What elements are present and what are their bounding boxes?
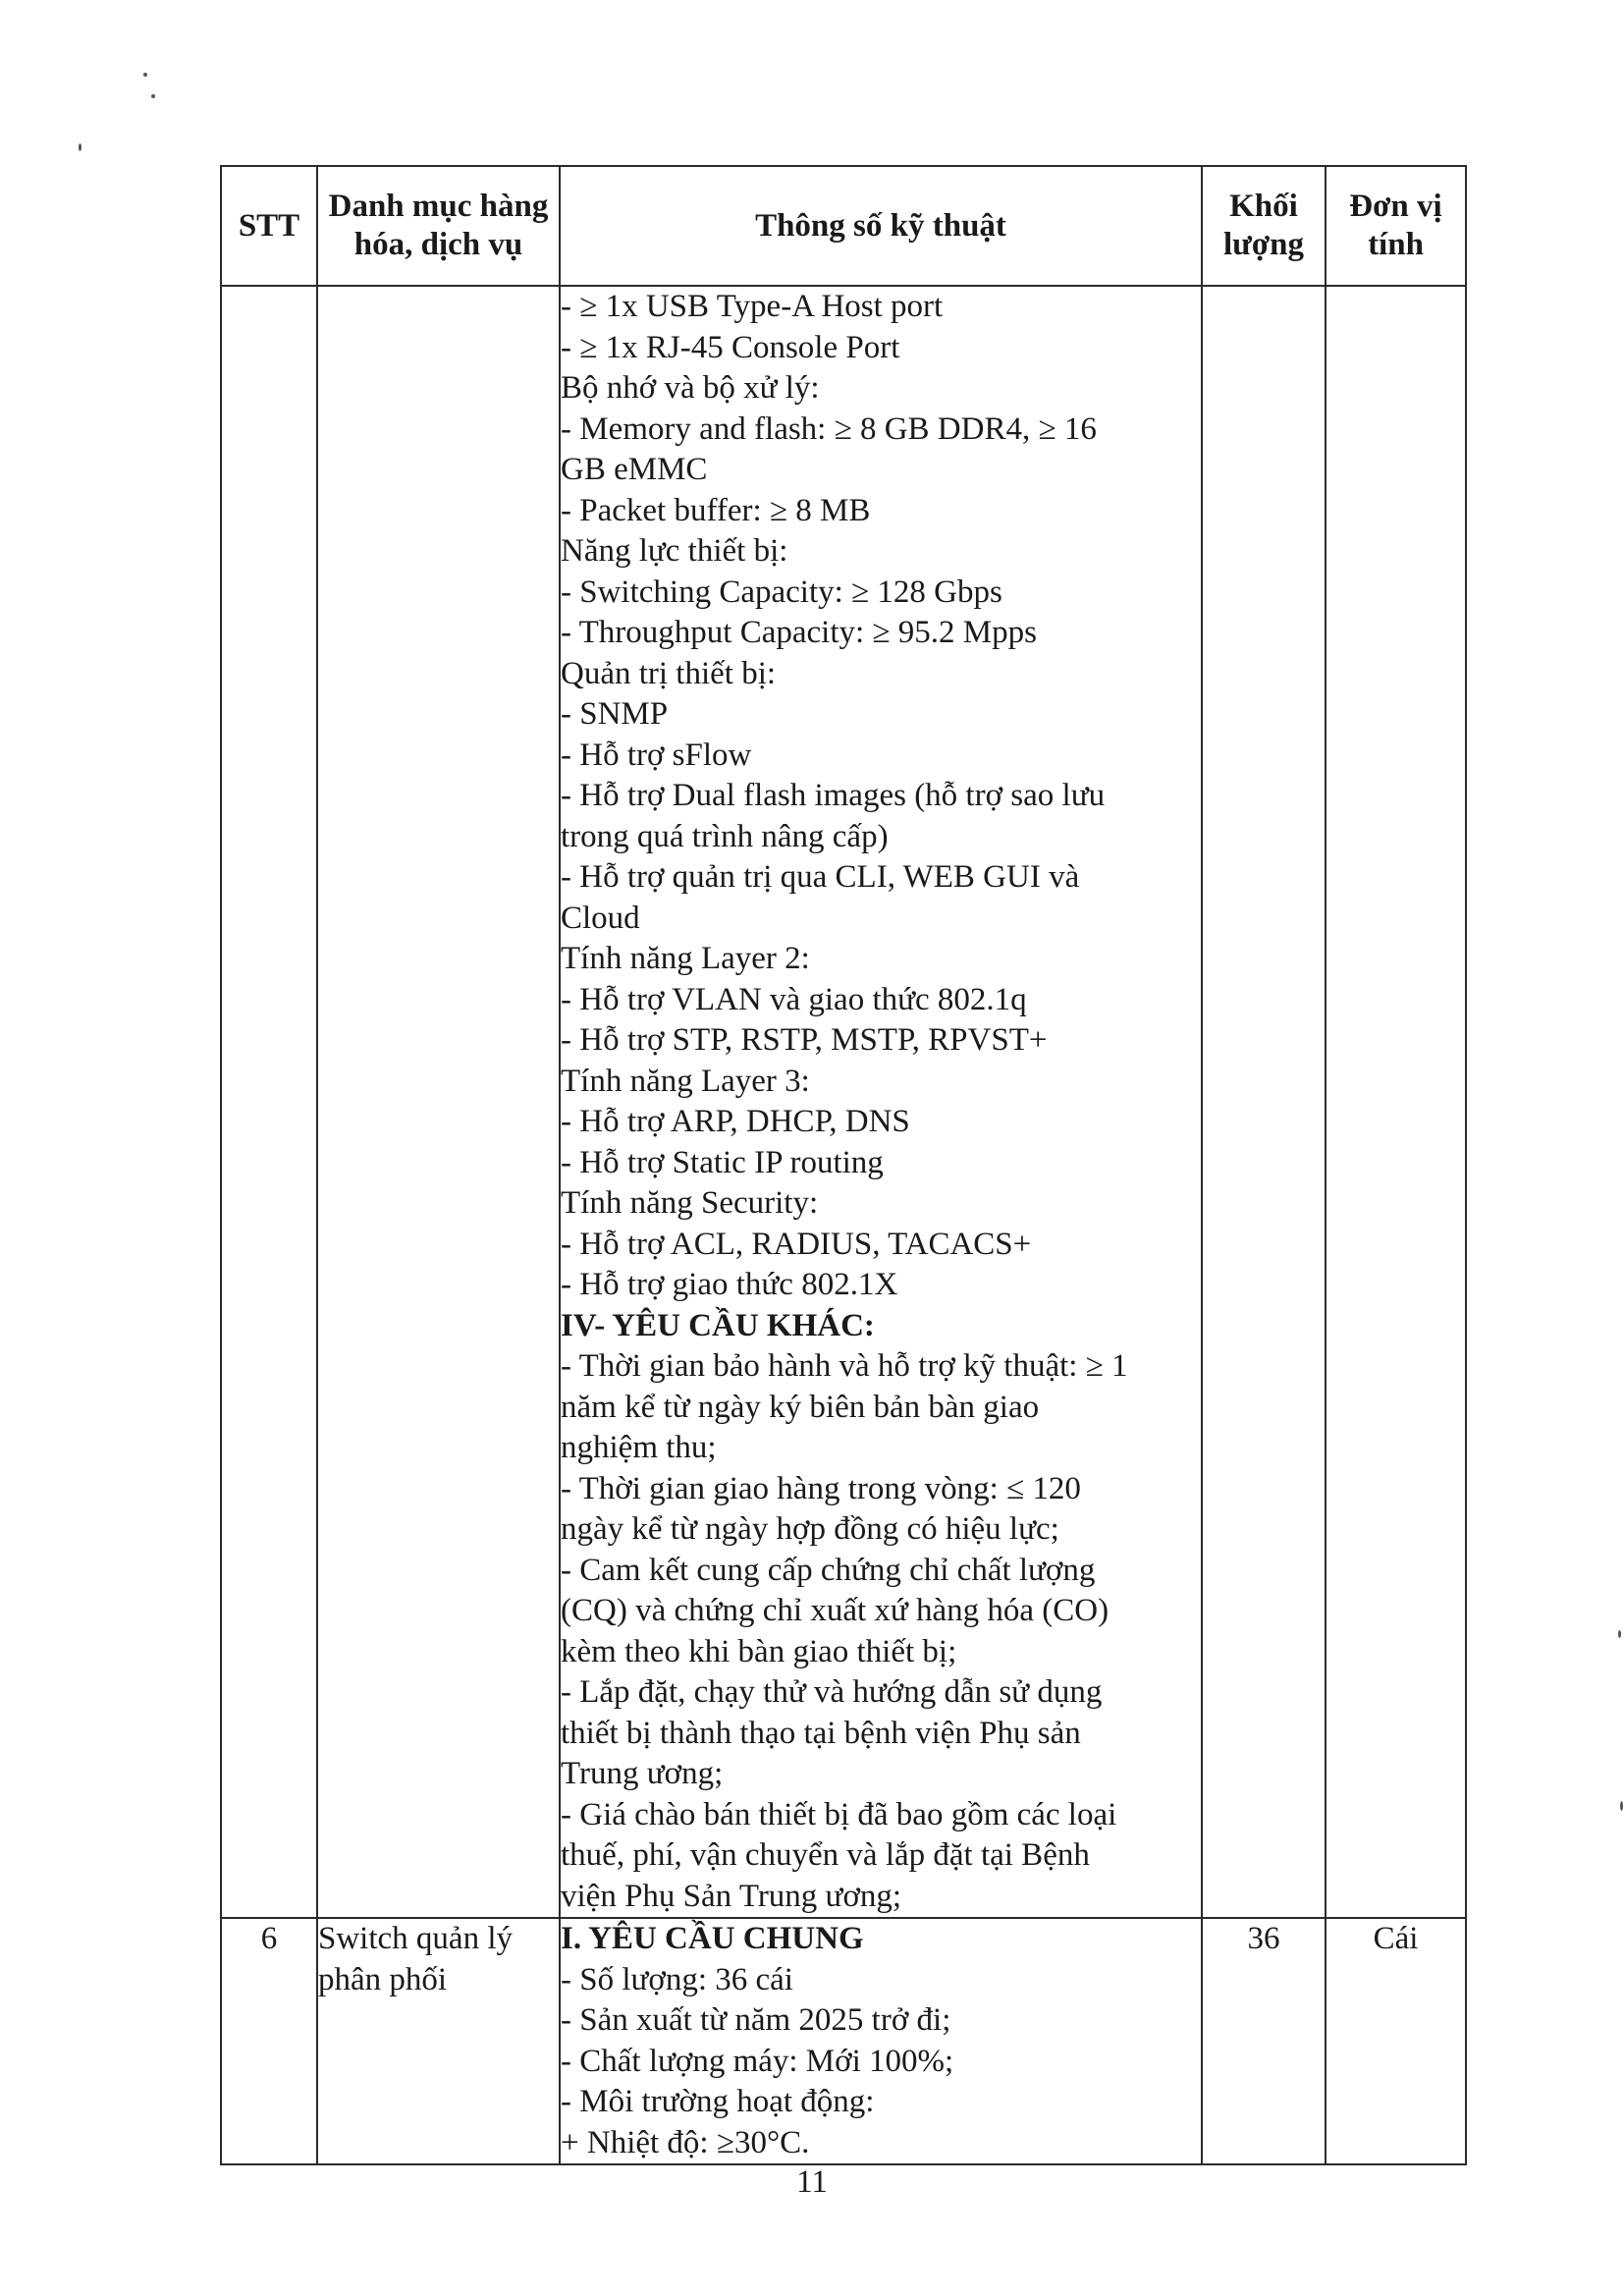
- scan-speck: [151, 94, 155, 98]
- spec-line: - Hỗ trợ quản trị qua CLI, WEB GUI và: [561, 859, 1080, 895]
- spec-line: - Lắp đặt, chạy thử và hướng dẫn sử dụng: [561, 1674, 1103, 1710]
- spec-line: - Sản xuất từ năm 2025 trở đi;: [561, 2002, 951, 2038]
- header-name: Danh mục hàng hóa, dịch vụ: [317, 166, 560, 286]
- spec-line: Tính năng Layer 3:: [561, 1063, 810, 1099]
- spec-line: thuế, phí, vận chuyển và lắp đặt tại Bệnh: [561, 1837, 1090, 1873]
- spec-line: - Số lượng: 36 cái: [561, 1961, 793, 1997]
- spec-line: - Cam kết cung cấp chứng chỉ chất lượng: [561, 1552, 1096, 1588]
- spec-line: nghiệm thu;: [561, 1430, 717, 1465]
- spec-line: - Hỗ trợ Static IP routing: [561, 1144, 884, 1180]
- spec-line: Quản trị thiết bị:: [561, 655, 777, 691]
- scan-speck: [79, 143, 81, 151]
- header-unit: Đơn vị tính: [1326, 166, 1466, 286]
- spec-line: - Hỗ trợ giao thức 802.1X: [561, 1267, 898, 1302]
- spec-line: ngày kể từ ngày hợp đồng có hiệu lực;: [561, 1511, 1059, 1547]
- spec-line: - Hỗ trợ ARP, DHCP, DNS: [561, 1104, 910, 1139]
- spec-line: I. YÊU CẦU CHUNG: [561, 1921, 864, 1956]
- cell-unit: [1326, 286, 1466, 1918]
- spec-line: - Giá chào bán thiết bị đã bao gồm các loại: [561, 1796, 1117, 1832]
- spec-line: - Packet buffer: ≥ 8 MB: [561, 492, 871, 528]
- spec-line: - Hỗ trợ sFlow: [561, 737, 752, 773]
- cell-stt: 6: [221, 1918, 317, 2164]
- spec-line: viện Phụ Sản Trung ương;: [561, 1878, 902, 1914]
- cell-stt: [221, 286, 317, 1918]
- spec-line: - Thời gian giao hàng trong vòng: ≤ 120: [561, 1470, 1081, 1506]
- scan-speck: [1620, 1801, 1623, 1811]
- spec-line: - ≥ 1x USB Type-A Host port: [561, 289, 944, 324]
- scan-speck: [143, 73, 147, 77]
- spec-line: thiết bị thành thạo tại bệnh viện Phụ sản: [561, 1715, 1081, 1751]
- cell-qty: [1202, 286, 1326, 1918]
- spec-line: - Chất lượng máy: Mới 100%;: [561, 2043, 954, 2079]
- spec-line: (CQ) và chứng chỉ xuất xứ hàng hóa (CO): [561, 1593, 1110, 1628]
- spec-line: Năng lực thiết bị:: [561, 533, 788, 569]
- spec-line: - Hỗ trợ VLAN và giao thức 802.1q: [561, 981, 1027, 1017]
- spec-line: - SNMP: [561, 696, 669, 732]
- spec-line: - Hỗ trợ STP, RSTP, MSTP, RPVST+: [561, 1022, 1048, 1058]
- spec-line: Tính năng Layer 2:: [561, 941, 810, 976]
- spec-line: - Throughput Capacity: ≥ 95.2 Mpps: [561, 615, 1037, 650]
- cell-spec: [560, 286, 1202, 1918]
- spec-line: + Nhiệt độ: ≥30°C.: [561, 2124, 810, 2160]
- header-row: [221, 166, 1466, 286]
- spec-line: năm kể từ ngày ký biên bản bàn giao: [561, 1389, 1040, 1425]
- cell-qty: 36: [1202, 1918, 1326, 2164]
- spec-line: IV- YÊU CẦU KHÁC:: [561, 1307, 875, 1343]
- spec-line: - ≥ 1x RJ-45 Console Port: [561, 329, 900, 365]
- table-row-continued: [221, 286, 1466, 1918]
- spec-line: Bộ nhớ và bộ xử lý:: [561, 370, 820, 406]
- table-row-item-6: [221, 1918, 1466, 2164]
- spec-line: GB eMMC: [561, 452, 708, 487]
- spec-line: Tính năng Security:: [561, 1185, 819, 1221]
- scan-speck: [1618, 1630, 1621, 1638]
- spec-line: Cloud: [561, 900, 640, 936]
- spec-line: kèm theo khi bàn giao thiết bị;: [561, 1633, 957, 1669]
- spec-table: [220, 165, 1467, 2165]
- spec-line: - Môi trường hoạt động:: [561, 2084, 875, 2119]
- spec-line: - Hỗ trợ Dual flash images (hỗ trợ sao lưu: [561, 778, 1106, 813]
- spec-line: trong quá trình nâng cấp): [561, 818, 889, 854]
- header-stt: STT: [221, 166, 317, 286]
- cell-name: [317, 286, 560, 1918]
- header-spec: Thông số kỹ thuật: [560, 166, 1202, 286]
- spec-line: - Switching Capacity: ≥ 128 Gbps: [561, 574, 1002, 610]
- spec-line: - Memory and flash: ≥ 8 GB DDR4, ≥ 16: [561, 410, 1097, 447]
- cell-spec: [560, 1918, 1202, 2164]
- spec-line: Trung ương;: [561, 1756, 724, 1791]
- spec-line: - Hỗ trợ ACL, RADIUS, TACACS+: [561, 1226, 1032, 1262]
- cell-unit: Cái: [1326, 1918, 1466, 2164]
- spec-line: - Thời gian bảo hành và hỗ trợ kỹ thuật: ≥ 1: [561, 1348, 1128, 1384]
- header-qty: Khối lượng: [1202, 166, 1326, 286]
- page-number: 11: [796, 2164, 828, 2200]
- cell-name: Switch quản lý phân phối: [317, 1918, 560, 2164]
